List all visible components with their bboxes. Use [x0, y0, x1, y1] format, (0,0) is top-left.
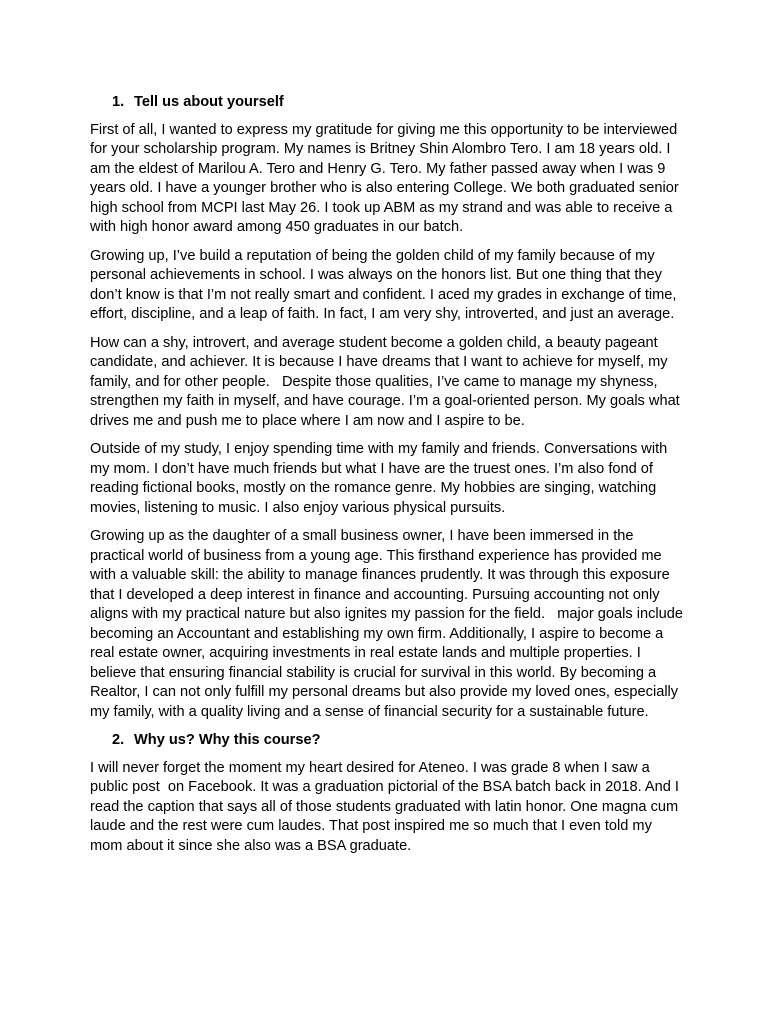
section-1-paragraph-5: Growing up as the daughter of a small business owner, I have been immersed in the practical world of business from a young age. This firsthand experience has provided me with a valuable skill: the ability to manage finances prudently. It was through this exposure that I developed a deep interest in finance and accounting. Pursuing accounting not only aligns with my practical nature but also ignites my passion for the field. major goals include becoming an Accountant and establishing my own firm. Additionally, I aspire to become a real estate owner, acquiring investments in real estate lands and multiple properties. I believe that ensuring financial stability is crucial for survival in this world. By becoming a Realtor, I can not only fulfill my personal dreams but also provide my loved ones, especially my family, with a quality living and a sense of financial security for a sustainable future.	[90, 528, 688, 720]
document-body	[90, 93, 688, 865]
section-1-paragraph-2: Growing up, I’ve build a reputation of being the golden child of my family because of my personal achievements in school. I was always on the honors list. But one thing that they don’t know is that I’m not really smart and confident. I aced my grades in exchange of time, effort, discipline, and a leap of faith. In fact, I am very shy, introverted, and just an average.	[90, 247, 681, 322]
section-2-number: 2.	[112, 732, 125, 748]
section-2-title: Why us? Why this course?	[134, 732, 321, 748]
section-1-paragraph-3: How can a shy, introvert, and average student become a golden child, a beauty pageant candidate, and achiever. It is because I have dreams that I want to achieve for myself, my family, and for other people. Despite those qualities, I’ve came to manage my shyness, strengthen my faith in myself, and have courage. I’m a goal-oriented person. My goals what drives me and push me to place where I am now and I aspire to be.	[90, 334, 684, 429]
section-1-number: 1.	[112, 94, 125, 110]
section-1-paragraph-1: First of all, I wanted to express my gratitude for giving me this opportunity to be interviewed for your scholarship program. My names is Britney Shin Alombro Tero. I am 18 years old. I am the eldest of Marilou A. Tero and Henry G. Tero. My father passed away when I was 9 years old. I have a younger brother who is also entering College. We both graduated senior high school from MCPI last May 26. I took up ABM as my strand and was able to receive a with high honor award among 450 graduates in our batch.	[90, 121, 683, 235]
section-2-heading	[90, 731, 688, 751]
section-1-paragraph-4: Outside of my study, I enjoy spending time with my family and friends. Conversations with my mom. I don’t have much friends but what I have are the truest ones. I’m also fond of reading fictional books, mostly on the romance genre. My hobbies are singing, watching movies, listening to music. I also enjoy various physical pursuits.	[90, 441, 672, 516]
section-2-paragraph-1: I will never forget the moment my heart desired for Ateneo. I was grade 8 when I saw a public post on Facebook. It was a graduation pictorial of the BSA batch back in 2018. And I read the caption that says all of those students graduated with latin honor. One magna cum laude and the rest were cum laudes. That post inspired me so much that I even told my mom about it since she also was a BSA graduate.	[90, 759, 684, 854]
section-1-heading	[90, 93, 688, 113]
section-1-title: Tell us about yourself	[134, 94, 284, 110]
